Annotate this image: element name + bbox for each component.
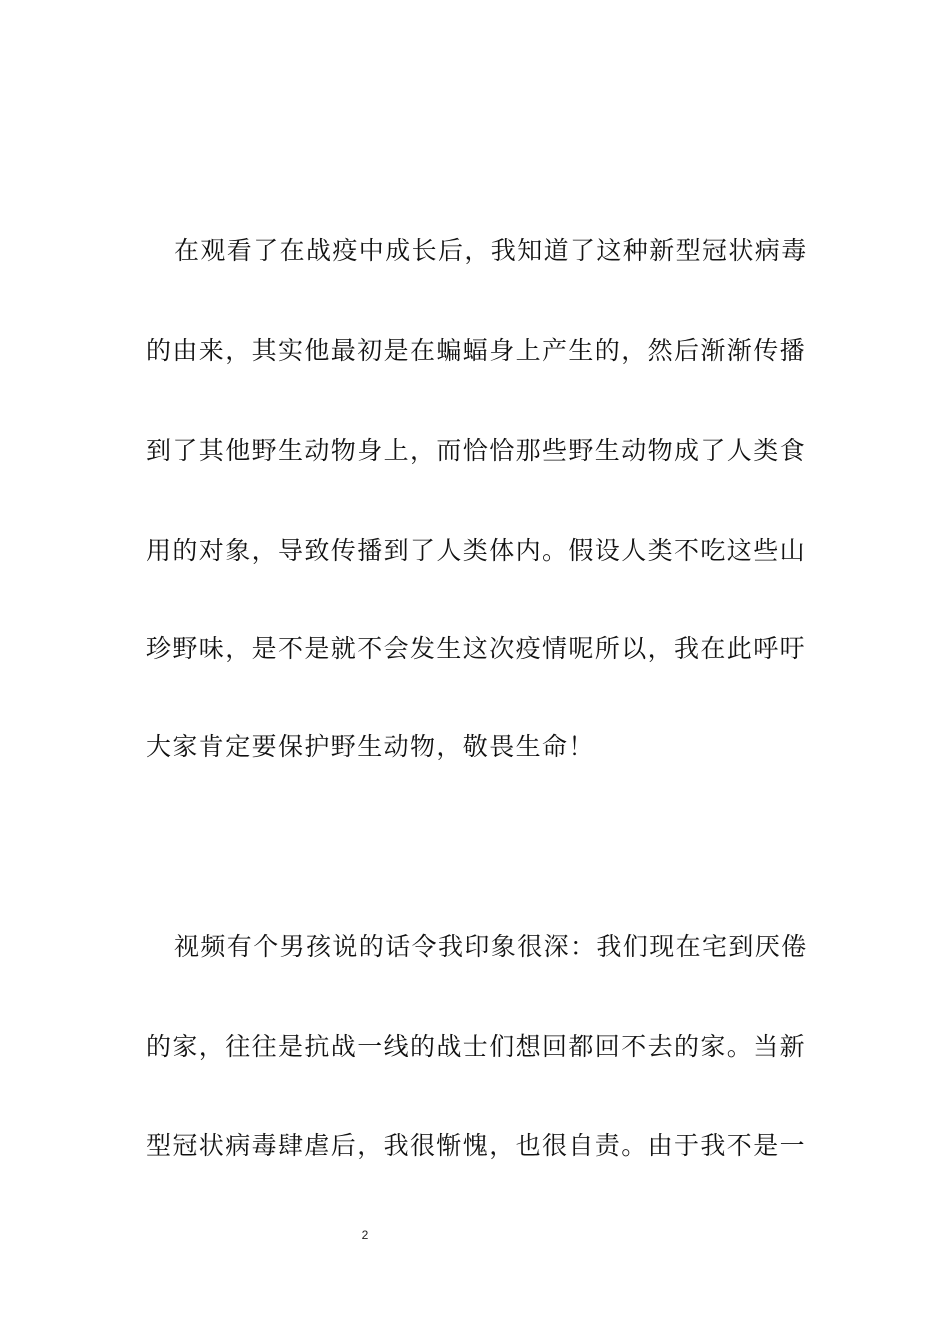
paragraph-2-line-3: 型冠状病毒肆虐后，我很惭愧，也很自责。由于我不是一 [146,1131,807,1160]
paragraph-1-line-3: 到了其他野生动物身上，而恰恰那些野生动物成了人类食 [146,436,807,465]
paragraph-1-line-5: 珍野味，是不是就不会发生这次疫情呢所以，我在此呼吁 [146,634,807,663]
paragraph-1-line-1: 在观看了在战疫中成长后，我知道了这种新型冠状病毒 [174,236,808,265]
paragraph-1-line-6: 大家肯定要保护野生动物，敬畏生命！ [146,732,595,761]
paragraph-2-line-1: 视频有个男孩说的话令我印象很深：我们现在宅到厌倦 [174,932,808,961]
page-number: 2 [361,1228,369,1242]
paragraph-1-line-2: 的由来，其实他最初是在蝙蝠身上产生的，然后渐渐传播 [146,336,807,365]
paragraph-1-line-4: 用的对象，导致传播到了人类体内。假设人类不吃这些山 [146,536,807,565]
paragraph-2-line-2: 的家，往往是抗战一线的战士们想回都回不去的家。当新 [146,1032,807,1061]
